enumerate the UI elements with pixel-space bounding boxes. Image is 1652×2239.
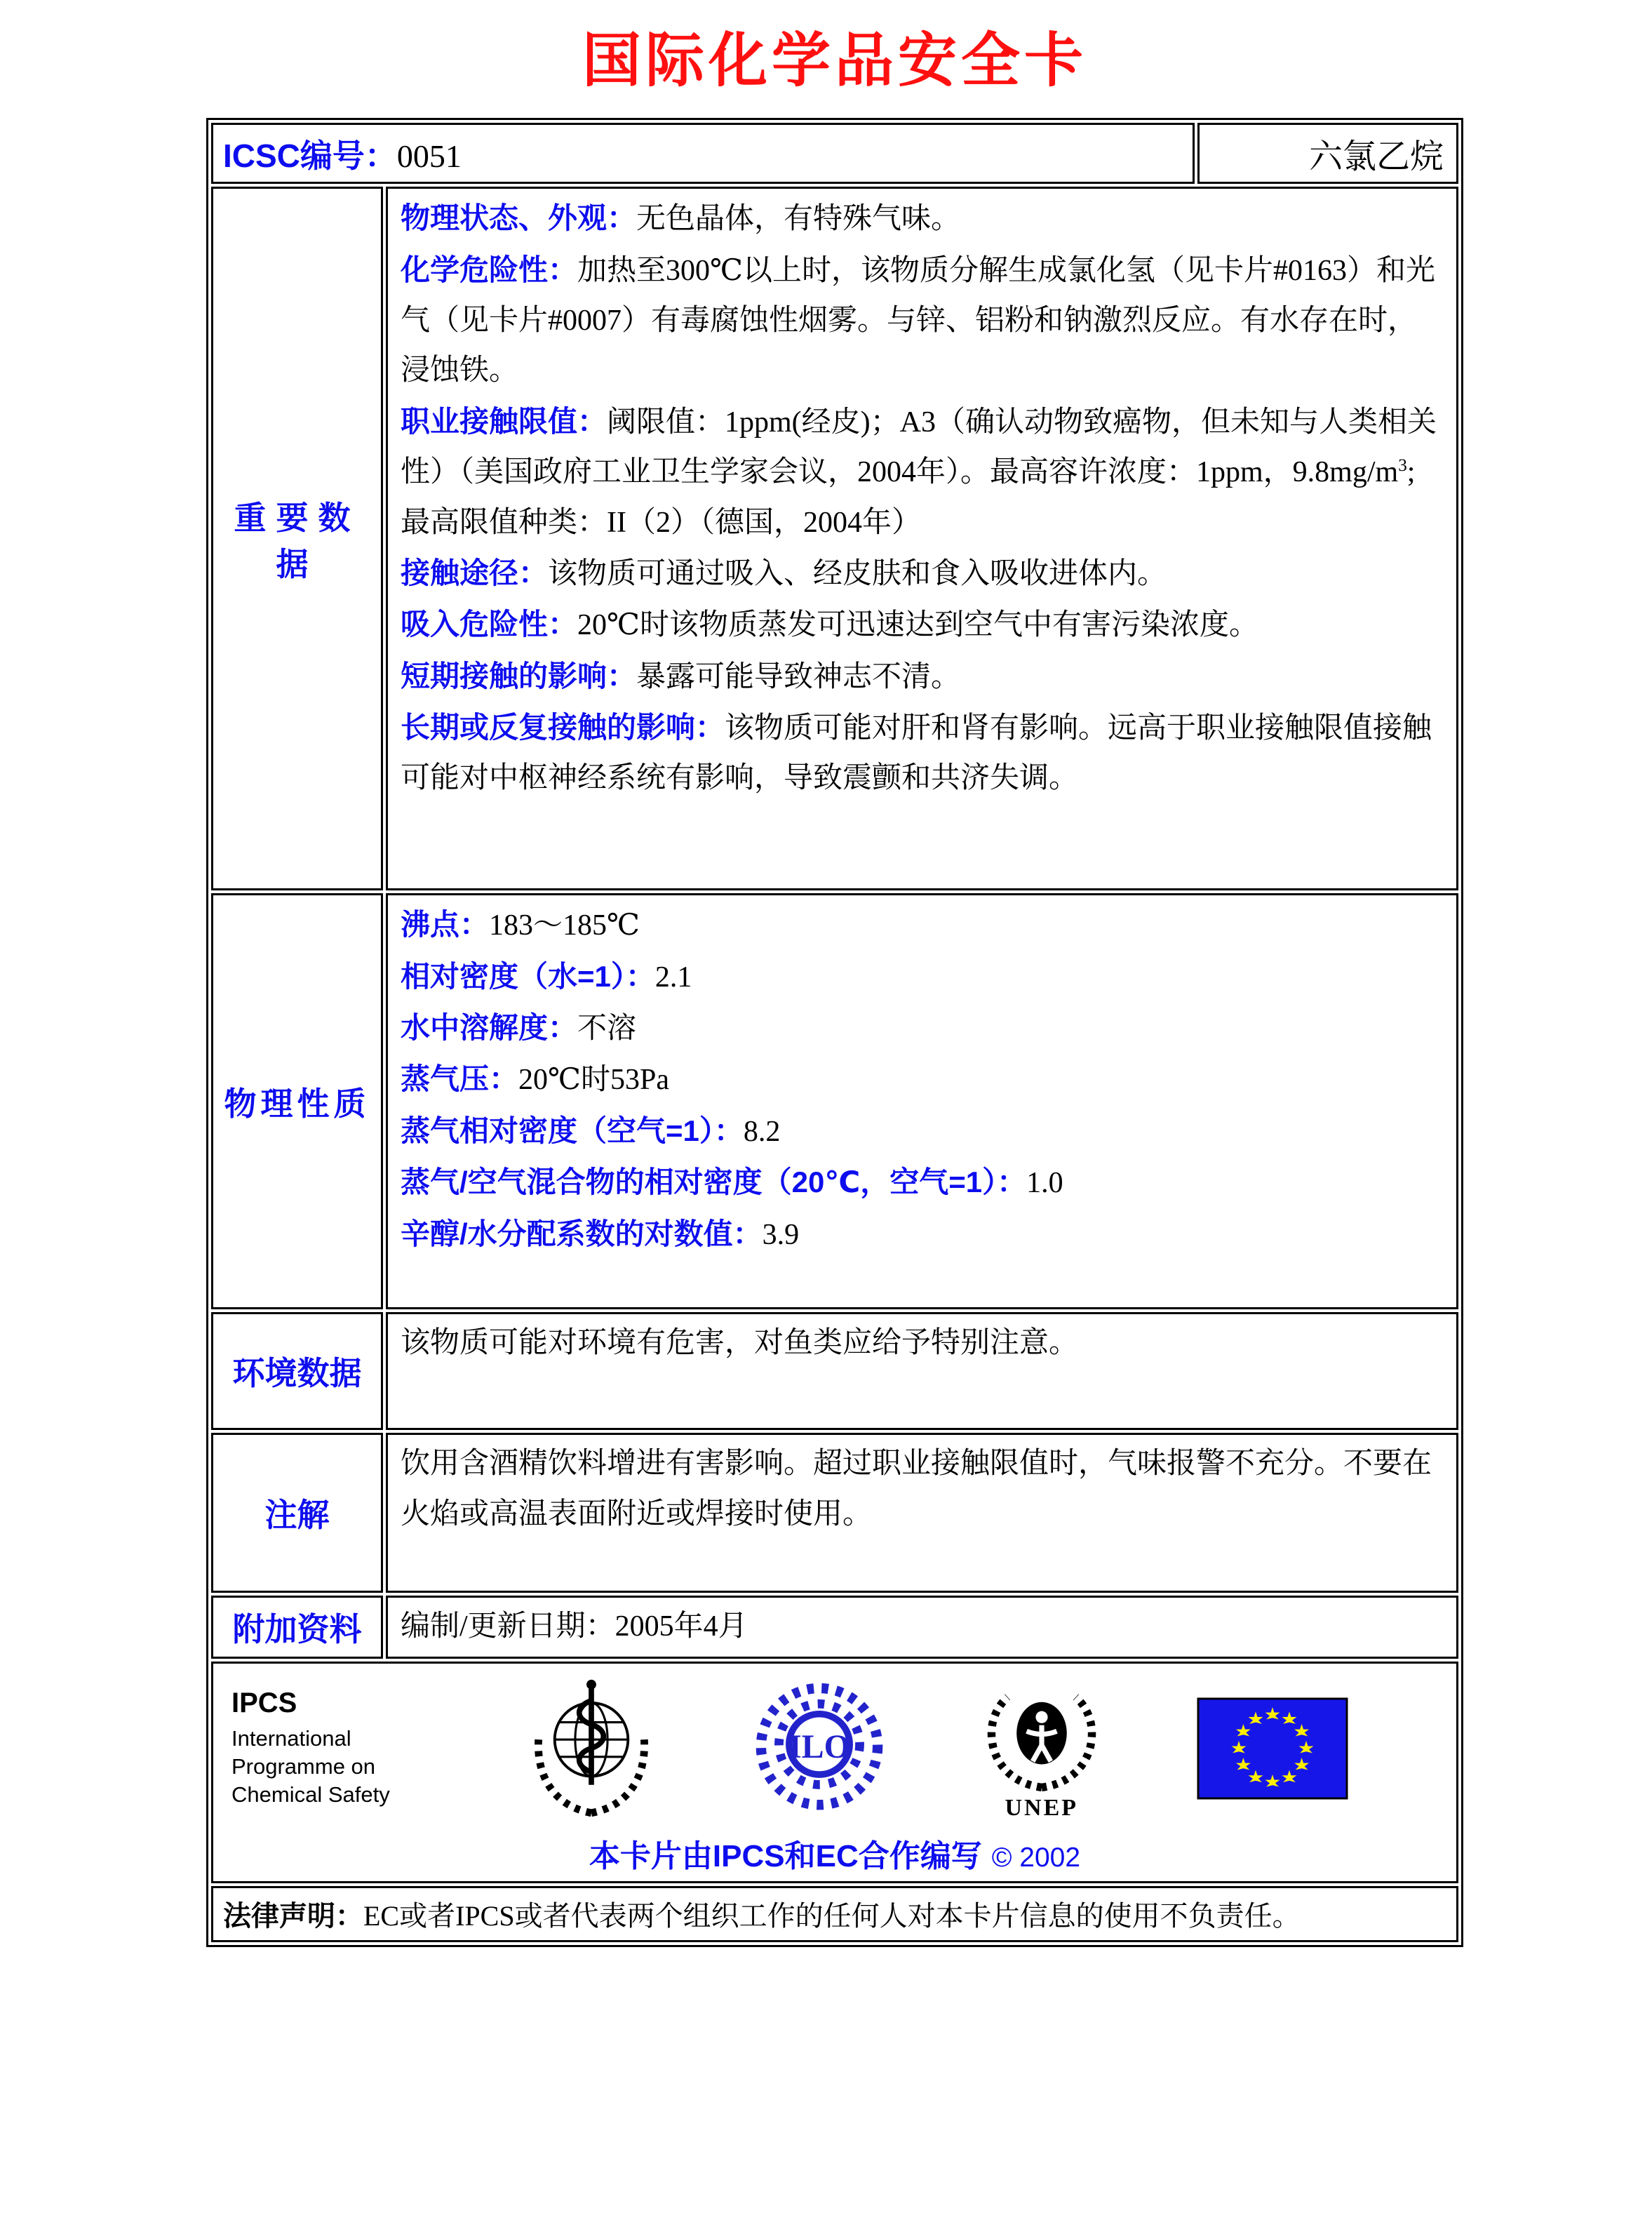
logos-row — [211, 1662, 1458, 1883]
property-label: 水中溶解度： — [401, 1010, 578, 1044]
property-label: 蒸气相对密度（空气=1）： — [401, 1114, 744, 1147]
legal-label: 法律声明： — [223, 1901, 363, 1932]
additional-info-row — [211, 1596, 1458, 1658]
cooperation-caption — [231, 1831, 1438, 1876]
page-title: 国际化学品安全卡 — [582, 29, 1087, 94]
data-item-inhalation-risk — [401, 599, 1444, 650]
additional-text: 编制/更新日期：2005年4月 — [401, 1610, 748, 1643]
unep-emblem-icon — [976, 1675, 1107, 1796]
ipcs-acronym: IPCS — [231, 1687, 297, 1718]
property-value: 2.1 — [654, 961, 692, 994]
property-label: 相对密度（水=1）： — [401, 959, 655, 993]
property-water-solubility — [401, 1003, 1444, 1054]
item-text-after: ; 最高限值种类：II（2）（德国，2004年） — [401, 456, 1416, 539]
property-label: 沸点： — [401, 908, 490, 942]
item-text: 20℃时该物质蒸发可迅速达到空气中有害污染浓度。 — [577, 609, 1259, 642]
item-text: 阈限值：1ppm(经皮)；A3（确认动物致癌物，但未知与人类相关性）（美国政府工业卫生学家会议，2004年）。最高容许浓度：1ppm，9.8mg/m — [401, 406, 1437, 489]
property-octanol-water — [401, 1209, 1444, 1260]
property-relative-density — [401, 951, 1444, 1003]
who-logo — [521, 1677, 662, 1819]
ipcs-line-2: Programme on — [231, 1753, 376, 1779]
property-value: 1.0 — [1026, 1167, 1063, 1200]
data-item-chemical-danger — [401, 245, 1444, 396]
environment-text: 该物质可能对环境有危害，对鱼类应给予特别注意。 — [401, 1327, 1079, 1360]
environmental-data-row — [211, 1312, 1458, 1430]
important-data-content — [386, 187, 1458, 890]
copyright-text: © 2002 — [991, 1842, 1081, 1873]
environmental-data-content — [386, 1312, 1458, 1430]
important-data-row — [211, 187, 1458, 890]
physical-properties-row — [211, 893, 1458, 1309]
property-vapor-density — [401, 1106, 1444, 1157]
property-value: 183～185℃ — [489, 909, 640, 942]
item-label: 接触途径： — [401, 556, 549, 589]
unep-label: UNEP — [1005, 1795, 1079, 1822]
chemical-name-cell — [1197, 123, 1458, 184]
ilo-letters: ILO — [788, 1728, 850, 1766]
item-text: 该物质可能对肝和肾有影响。远高于职业接触限值接触可能对中枢神经系统有影响，导致震颤和共济失调。 — [401, 712, 1432, 795]
property-value: 3.9 — [762, 1218, 800, 1251]
header-row — [211, 123, 1458, 184]
property-vapor-pressure — [401, 1054, 1444, 1105]
data-item-appearance — [401, 193, 1444, 244]
section-label-important: 重要数据 — [211, 187, 383, 890]
notes-content — [386, 1433, 1458, 1593]
property-vapor-air-density — [401, 1157, 1444, 1208]
caption-text: 本卡片由IPCS和EC合作编写 — [589, 1838, 982, 1873]
data-item-long-term-effects — [401, 702, 1444, 804]
section-label-physical: 物理性质 — [211, 893, 383, 1309]
property-value: 20℃时53Pa — [518, 1064, 669, 1097]
unep-logo — [976, 1675, 1107, 1822]
ipcs-line-3: Chemical Safety — [231, 1782, 390, 1807]
icsc-number-label: ICSC编号： — [223, 137, 397, 174]
ilo-logo — [752, 1677, 887, 1819]
property-value: 8.2 — [743, 1115, 781, 1148]
section-label-environment: 环境数据 — [211, 1312, 383, 1430]
property-label: 蒸气压： — [401, 1062, 519, 1096]
data-item-occupational-limits — [401, 396, 1444, 548]
physical-properties-content — [386, 893, 1458, 1309]
icsc-card-table — [206, 118, 1463, 1946]
property-value: 不溶 — [577, 1012, 637, 1045]
superscript-3: 3 — [1398, 456, 1407, 476]
ipcs-text-block — [231, 1687, 431, 1810]
item-text: 加热至300℃以上时，该物质分解生成氯化氢（见卡片#0163）和光气（见卡片#0007）有毒腐蚀性烟雾。与锌、铝粉和钠激烈反应。有水存在时，浸蚀铁。 — [401, 254, 1436, 387]
notes-text: 饮用含酒精饮料增进有害影响。超过职业接触限值时，气味报警不充分。不要在火焰或高温表面附近或焊接时使用。 — [401, 1448, 1432, 1530]
item-text: 无色晶体，有特殊气味。 — [636, 203, 961, 236]
section-label-notes: 注解 — [211, 1433, 383, 1593]
item-label: 化学危险性： — [401, 253, 578, 286]
chemical-name: 六氯乙烷 — [1308, 138, 1444, 176]
data-item-short-term-effects — [401, 651, 1444, 702]
item-label: 物理状态、外观： — [401, 201, 637, 235]
item-label: 短期接触的影响： — [401, 659, 637, 693]
legal-row — [211, 1886, 1458, 1942]
additional-info-content — [386, 1596, 1458, 1658]
property-boiling-point — [401, 900, 1444, 951]
legal-notice-cell — [211, 1886, 1458, 1942]
icsc-number-value: 0051 — [396, 138, 462, 174]
item-text: 暴露可能导致神志不清。 — [636, 660, 961, 693]
ipcs-line-1: International — [231, 1725, 351, 1751]
item-text: 该物质可通过吸入、经皮肤和食入吸收进体内。 — [548, 557, 1167, 590]
item-label: 长期或反复接触的影响： — [401, 711, 725, 744]
eu-flag-icon — [1197, 1697, 1348, 1800]
item-label: 吸入危险性： — [401, 608, 578, 641]
legal-text: EC或者IPCS或者代表两个组织工作的任何人对本卡片信息的使用不负责任。 — [363, 1900, 1301, 1932]
section-label-additional: 附加资料 — [211, 1596, 383, 1658]
logos-strip — [231, 1672, 1438, 1825]
property-label: 蒸气/空气混合物的相对密度（20℃，空气=1）： — [401, 1165, 1027, 1199]
item-label: 职业接触限值： — [401, 404, 607, 438]
property-label: 辛醇/水分配系数的对数值： — [401, 1217, 763, 1250]
logos-cell — [211, 1662, 1458, 1883]
data-item-exposure-routes — [401, 548, 1444, 599]
notes-row — [211, 1433, 1458, 1593]
icsc-number-cell — [211, 123, 1195, 184]
